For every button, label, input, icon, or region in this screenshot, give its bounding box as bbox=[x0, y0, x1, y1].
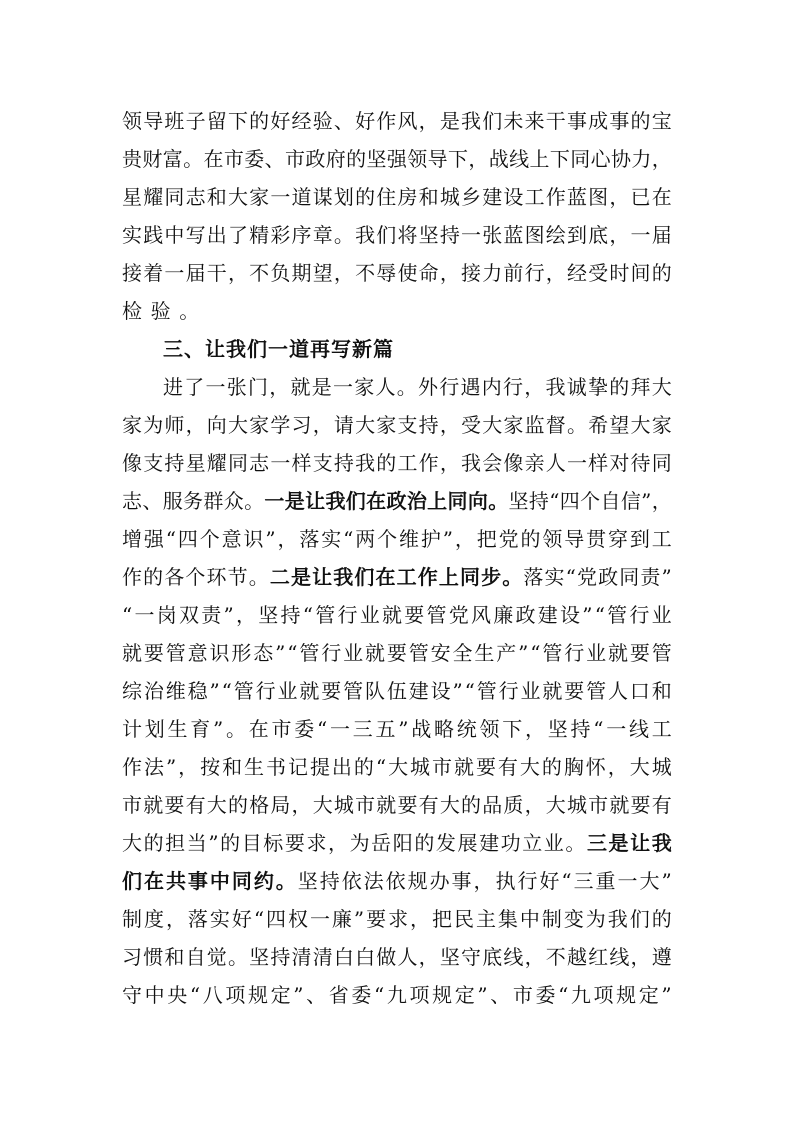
text-line: 星 耀 同 志 和 大 家 一 道 谋 划 的 住 房 和 城 乡 建 设 工 作 蓝 图 ， 已 在 bbox=[122, 185, 672, 209]
paragraph-section-three bbox=[122, 368, 672, 1014]
text-line: 计 划 生 育 ” 。 在 市 委 “ 一 三 五 ” 战 略 统 领 下 ， 坚 持 “ 一 线 工 bbox=[122, 717, 672, 741]
text-line: 综 治 维 稳 ” “ 管 行 业 就 要 管 队 伍 建 设 ” “ 管 行 业 就 要 管 人 口 和 bbox=[122, 679, 672, 703]
text-line: 家 为 师 ， 向 大 家 学 习 ， 请 大 家 支 持 ， 受 大 家 监 督 。 希 望 大 家 bbox=[122, 413, 672, 437]
text-line: 贵 财 富 。 在 市 委 、 市 政 府 的 坚 强 领 导 下 ， 战 线 上 下 同 心 协 力 ， bbox=[122, 147, 672, 171]
text-line: 检验。 bbox=[122, 299, 208, 323]
text-line: 领 导 班 子 留 下 的 好 经 验 、 好 作 风 ， 是 我 们 未 来 干 事 成 事 的 宝 bbox=[122, 109, 672, 133]
text-line: 增 强 “ 四 个 意 识 ” ， 落 实 “ 两 个 维 护 ” ， 把 党 的 领 导 贯 穿 到 工 bbox=[122, 527, 672, 551]
paragraph-continuation bbox=[122, 102, 672, 330]
text-line: 市 就 要 有 大 的 格 局 ， 大 城 市 就 要 有 大 的 品 质 ， 大 城 市 就 要 有 bbox=[122, 793, 672, 817]
text-line: 进 了 一 张 门 ， 就 是 一 家 人 。 外 行 遇 内 行 ， 我 诚 挚 的 拜 大 bbox=[163, 375, 672, 399]
text-line: 守 中 央 “ 八 项 规 定 ” 、 省 委 “ 九 项 规 定 ” 、 市 委 “ 九 项 规 定 ” bbox=[122, 983, 672, 1007]
text-line-with-emphasis: 志 、 服 务 群 众 。 一 是 让 我 们 在 政 治 上 同 向 。 坚 持 “ 四 个 自 信 ” ， bbox=[122, 489, 672, 513]
text-line: 习 惯 和 自 觉 。 坚 持 清 清 白 白 做 人 ， 坚 守 底 线 ， 不 越 红 线 ， 遵 bbox=[122, 945, 672, 969]
text-line: 像 支 持 星 耀 同 志 一 样 支 持 我 的 工 作 ， 我 会 像 亲 人 一 样 对 待 同 bbox=[122, 451, 672, 475]
text-line: 就 要 管 意 识 形 态 ” “ 管 行 业 就 要 管 安 全 生 产 ” “ 管 行 业 就 要 管 bbox=[122, 641, 672, 665]
text-line-with-emphasis: 们 在 共 事 中 同 约 。 坚 持 依 法 依 规 办 事 ， 执 行 好 “ 三 重 一 大 ” bbox=[122, 869, 672, 893]
document-body bbox=[122, 102, 672, 1014]
text-line-with-emphasis: 作 的 各 个 环 节 。 二 是 让 我 们 在 工 作 上 同 步 。 落 实 “ 党 政 同 责 ” bbox=[122, 565, 672, 589]
text-line: 接 着 一 届 干 ， 不 负 期 望 ， 不 辱 使 命 ， 接 力 前 行 ， 经 受 时 间 的 bbox=[122, 261, 672, 285]
text-line: 作 法 ” ， 按 和 生 书 记 提 出 的 “ 大 城 市 就 要 有 大 的 胸 怀 ， 大 城 bbox=[122, 755, 672, 779]
text-line: 实 践 中 写 出 了 精 彩 序 章 。 我 们 将 坚 持 一 张 蓝 图 绘 到 底 ， 一 届 bbox=[122, 223, 672, 247]
text-line: 制 度 ， 落 实 好 “ 四 权 一 廉 ” 要 求 ， 把 民 主 集 中 制 变 为 我 们 的 bbox=[122, 907, 672, 931]
text-line-with-emphasis: 大 的 担 当 ” 的 目 标 要 求 ， 为 岳 阳 的 发 展 建 功 立 业 。 三 是 让 我 bbox=[122, 831, 672, 855]
section-heading: 三、让我们一道再写新篇 bbox=[163, 337, 394, 361]
text-line: “ 一 岗 双 责 ” ， 坚 持 “ 管 行 业 就 要 管 党 风 廉 政 建 设 ” “ 管 行 业 bbox=[122, 603, 672, 627]
